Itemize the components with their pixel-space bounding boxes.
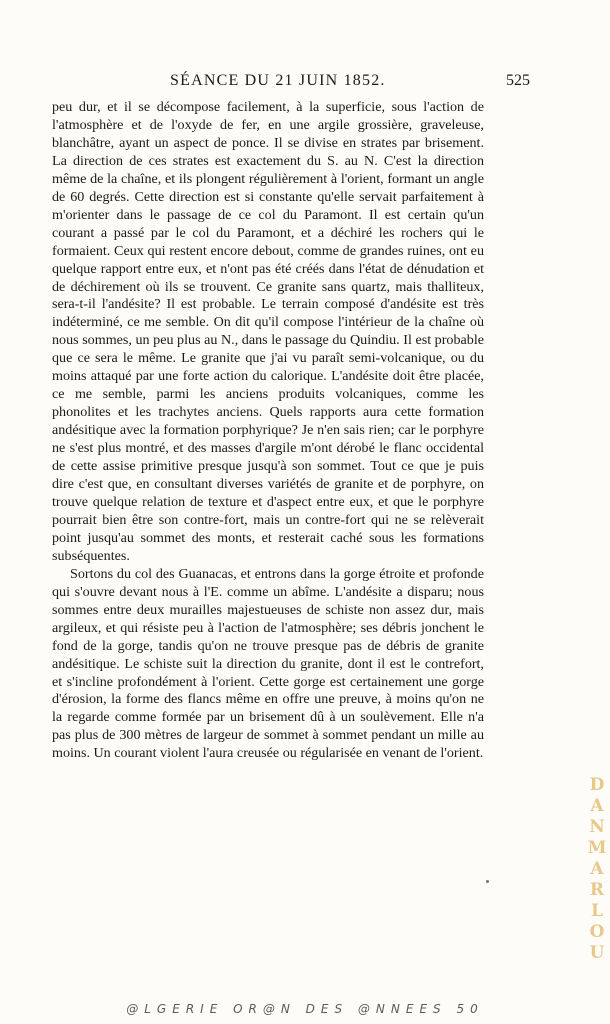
stamp-letter: N [589, 817, 605, 837]
header-title: SÉANCE DU 21 JUIN 1852. [170, 72, 386, 89]
stamp-letter: R [589, 880, 605, 900]
running-header [52, 72, 530, 90]
stamp-letter: L [591, 901, 603, 921]
stamp-letter: A [590, 796, 604, 816]
stamp-letter: O [589, 922, 605, 942]
ink-speck [486, 880, 489, 883]
page-number: 525 [506, 72, 530, 89]
body-text [52, 99, 484, 763]
footer-watermark: @LGERIE OR@N DES @NNEES 50 [126, 1002, 484, 1016]
stamp-letter: U [589, 943, 605, 963]
paragraph-2: Sortons du col des Guanacas, et entrons dans la gorge étroite et profonde qui s'ouvre devant nous à l'E. comme un abîme. L'andésite a disparu; nous sommes entre deux murailles majestueuses de schiste non assez dur, mais argileux, et qui résiste peu à l'action de l'atmosphère; ses débris jonchent le fond de la gorge, tandis qu'on ne trouve presque pas de débris de granite andésitique. Le schiste suit la direction du granite, dont il est le contrefort, et s'incline profondément à l'orient. Cette gorge est certainement une gorge d'érosion, la forme des flancs même en offre une preuve, à moins qu'on ne la regarde comme formée par un brisement dû à un soulèvement. Elle n'a pas plus de 300 mètres de largeur de sommet à sommet pendant un mille au moins. Un courant violent l'aura creusée ou régularisée en venant de l'orient. [52, 565, 484, 762]
stamp-letter: D [589, 775, 605, 795]
stamp-letter: A [590, 859, 604, 879]
paragraph-1: peu dur, et il se décompose facilement, à la superficie, sous l'action de l'atmosphère et de l'oxyde de fer, en une argile grossière, graveleuse, blanchâtre, ayant un aspect de ponce. Il se divise en strates par brisement. La direction de ces strates est exactement du S. au N. C'est la direction même de la chaîne, et ils plongent régulièrement à l'orient, formant un angle de 60 degrés. Cette direction est si constante qu'elle servait parfaitement à m'orienter dans le passage de ce col du Paramont. Il est certain qu'un courant a passé par le col du Paramont, et a déchiré les rochers qui le formaient. Ceux qui restent encore debout, comme de grandes ruines, ont eu quelque rapport entre eux, et n'ont pas été créés dans l'état de dénudation et de déchirement où ils se trouvent. Ce granite sans quartz, mais thalliteux, sera-t-il l'andésite? Il est probable. Le terrain composé d'andésite est très indéterminé, ce me semble. On dit qu'il compose l'intérieur de la chaîne où nous sommes, un peu plus au N., dans le passage du Quindiu. Il est probable que ce sera le même. Le granite que j'ai vu paraît semi-volcanique, ou du moins attaqué par une forte action du calorique. L'andésite doit être placée, ce me semble, parmi les anciens produits volcaniques, comme les phonolites et les trachytes anciens. Quels rapports aura cette formation andésitique avec la formation porphyrique? Je n'en sais rien; car le porphyre ne s'est plus montré, et des masses d'argile m'ont dérobé le flanc occidental de cette assise primitive presque jusqu'à son sommet. Tout ce que je puis dire c'est que, en consultant diverses variétés de granite et de porphyre, on trouve quelque relation de texture et d'aspect entre eux, et que le porphyre pourrait bien être son contre-fort, mais un contre-fort qui ne se relèverait point jusqu'au sommet des monts, et resterait caché sous les formations subséquentes. [52, 99, 484, 564]
side-watermark-stamp [586, 775, 608, 985]
stamp-letter: M [587, 838, 607, 858]
